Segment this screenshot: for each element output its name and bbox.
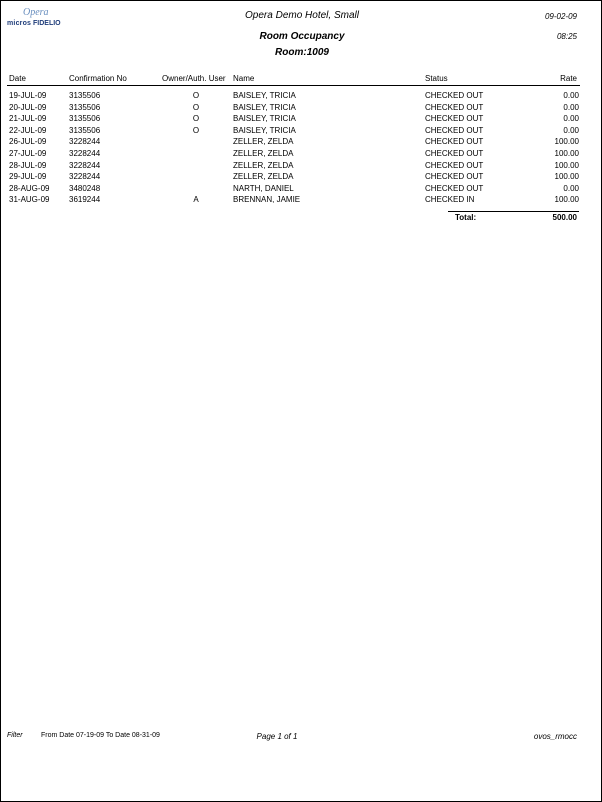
table-row — [1, 103, 602, 114]
cell-rate: 100.00 — [554, 149, 579, 158]
table-row — [1, 137, 602, 148]
cell-owner: O — [192, 125, 200, 135]
cell-confirmation: 3480248 — [69, 183, 101, 193]
fidelio-logo-text: FIDELIO — [33, 20, 61, 27]
cell-status: CHECKED OUT — [425, 114, 484, 124]
micros-logo-text: micros — [7, 20, 32, 27]
total-label: Total: — [455, 213, 477, 222]
total-value: 500.00 — [552, 213, 577, 222]
room-label: Room:1009 — [275, 47, 329, 58]
cell-name: BRENNAN, JAMIE — [233, 195, 301, 205]
cell-status: CHECKED OUT — [425, 125, 484, 135]
print-time: 08:25 — [556, 32, 577, 41]
cell-rate: 0.00 — [563, 91, 579, 100]
cell-date: 28-AUG-09 — [9, 183, 50, 193]
column-header-name: Name — [233, 74, 255, 83]
cell-confirmation: 3228244 — [69, 172, 101, 182]
cell-name: ZELLER, ZELDA — [233, 149, 294, 158]
cell-status: CHECKED OUT — [425, 172, 484, 182]
cell-rate: 100.00 — [554, 160, 579, 170]
cell-confirmation: 3228244 — [69, 149, 101, 158]
cell-confirmation: 3228244 — [69, 160, 101, 170]
column-header-status: Status — [425, 74, 448, 83]
cell-name: NARTH, DANIEL — [233, 183, 294, 193]
cell-name: BAISLEY, TRICIA — [233, 102, 296, 112]
cell-rate: 0.00 — [563, 102, 579, 112]
cell-rate: 100.00 — [554, 172, 579, 182]
cell-status: CHECKED OUT — [425, 160, 484, 170]
cell-date: 31-AUG-09 — [9, 195, 50, 205]
cell-status: CHECKED OUT — [425, 102, 484, 112]
cell-name: BAISLEY, TRICIA — [233, 125, 296, 135]
cell-confirmation: 3135506 — [69, 91, 101, 100]
cell-date: 29-JUL-09 — [9, 172, 47, 182]
cell-owner: O — [192, 91, 200, 100]
cell-confirmation: 3135506 — [69, 114, 101, 124]
cell-name: BAISLEY, TRICIA — [233, 114, 296, 124]
cell-date: 20-JUL-09 — [9, 102, 47, 112]
cell-date: 26-JUL-09 — [9, 137, 47, 147]
cell-name: ZELLER, ZELDA — [233, 172, 294, 182]
footer-report-code: ovos_rmocc — [533, 732, 577, 741]
cell-confirmation: 3135506 — [69, 125, 101, 135]
cell-status: CHECKED IN — [425, 195, 475, 205]
opera-logo-text: Opera — [23, 7, 49, 18]
cell-name: ZELLER, ZELDA — [233, 160, 294, 170]
cell-rate: 0.00 — [563, 183, 579, 193]
report-title: Room Occupancy — [259, 31, 345, 42]
cell-rate: 0.00 — [563, 114, 579, 124]
table-row — [1, 184, 602, 195]
cell-rate: 0.00 — [563, 125, 579, 135]
cell-date: 27-JUL-09 — [9, 149, 47, 158]
column-header-date: Date — [9, 74, 26, 83]
table-row — [1, 161, 602, 172]
table-row — [1, 91, 602, 102]
cell-owner: A — [193, 195, 199, 205]
cell-owner: O — [192, 102, 200, 112]
cell-name: BAISLEY, TRICIA — [233, 91, 296, 100]
table-row — [1, 172, 602, 183]
cell-rate: 100.00 — [554, 195, 579, 205]
footer-filter-label: Filter — [7, 732, 23, 739]
cell-status: CHECKED OUT — [425, 183, 484, 193]
cell-rate: 100.00 — [554, 137, 579, 147]
cell-date: 19-JUL-09 — [9, 91, 47, 100]
footer-date-range: From Date 07-19-09 To Date 08-31-09 — [41, 732, 160, 739]
column-header-confirmation: Confirmation No — [69, 74, 127, 83]
cell-date: 21-JUL-09 — [9, 114, 47, 124]
table-row — [1, 126, 602, 137]
cell-status: CHECKED OUT — [425, 149, 484, 158]
hotel-name: Opera Demo Hotel, Small — [245, 10, 359, 21]
column-header-rate: Rate — [560, 74, 577, 83]
column-header-owner: Owner/Auth. User — [162, 74, 226, 83]
cell-date: 28-JUL-09 — [9, 160, 47, 170]
table-row — [1, 114, 602, 125]
cell-name: ZELLER, ZELDA — [233, 137, 294, 147]
header-divider — [7, 85, 580, 86]
cell-confirmation: 3619244 — [69, 195, 101, 205]
footer-page-number: Page 1 of 1 — [256, 732, 298, 741]
cell-owner: O — [192, 114, 200, 124]
cell-confirmation: 3228244 — [69, 137, 101, 147]
cell-status: CHECKED OUT — [425, 137, 484, 147]
print-date: 09-02-09 — [544, 12, 577, 21]
cell-date: 22-JUL-09 — [9, 125, 47, 135]
cell-status: CHECKED OUT — [425, 91, 484, 100]
total-divider — [448, 211, 579, 212]
table-row — [1, 195, 602, 206]
table-row — [1, 149, 602, 160]
cell-confirmation: 3135506 — [69, 102, 101, 112]
